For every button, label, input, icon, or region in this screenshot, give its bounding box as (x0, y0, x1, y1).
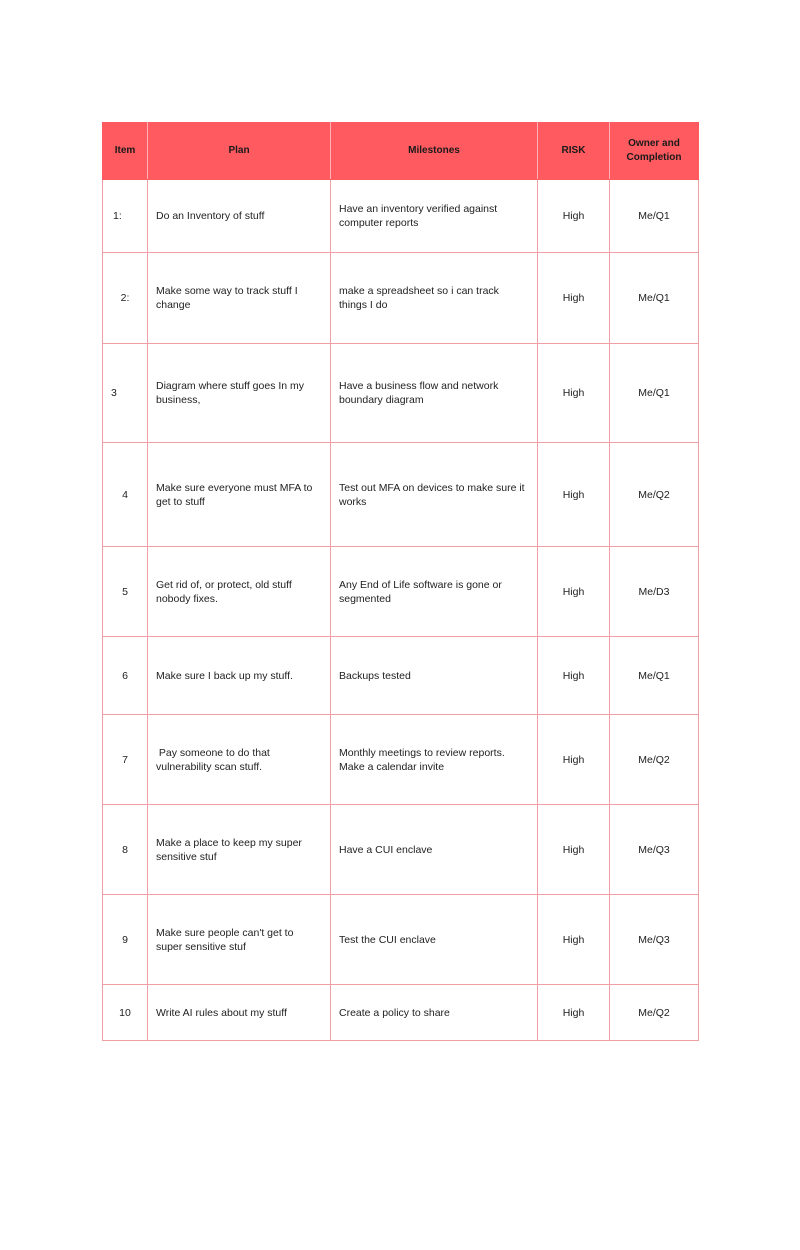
cell-item: 5 (103, 547, 148, 637)
cell-item: 6 (103, 637, 148, 715)
table-row (103, 895, 699, 985)
cell-plan: Make some way to track stuff I change (148, 253, 331, 344)
cell-milestone: Have an inventory verified against computer reports (331, 180, 538, 253)
header-row (103, 123, 699, 180)
cell-plan: Pay someone to do that vulnerability scan stuff. (148, 715, 331, 805)
header-plan: Plan (148, 123, 331, 180)
cell-owner: Me/Q2 (610, 715, 699, 805)
cell-milestone: Any End of Life software is gone or segmented (331, 547, 538, 637)
cell-item: 8 (103, 805, 148, 895)
cell-risk: High (538, 443, 610, 547)
cell-plan: Get rid of, or protect, old stuff nobody fixes. (148, 547, 331, 637)
cell-milestone: make a spreadsheet so i can track things I do (331, 253, 538, 344)
cell-item: 4 (103, 443, 148, 547)
cell-item: 7 (103, 715, 148, 805)
cell-milestone: Have a business flow and network boundary diagram (331, 344, 538, 443)
header-risk: RISK (538, 123, 610, 180)
cell-milestone: Backups tested (331, 637, 538, 715)
cell-owner: Me/Q1 (610, 637, 699, 715)
cell-owner: Me/D3 (610, 547, 699, 637)
cell-risk: High (538, 547, 610, 637)
cell-item: 1: (103, 180, 148, 253)
cell-plan: Make a place to keep my super sensitive stuf (148, 805, 331, 895)
cell-owner: Me/Q3 (610, 805, 699, 895)
table-row (103, 253, 699, 344)
table-row (103, 443, 699, 547)
plan-table (102, 122, 699, 1041)
cell-milestone: Test the CUI enclave (331, 895, 538, 985)
cell-plan: Write AI rules about my stuff (148, 985, 331, 1041)
cell-owner: Me/Q2 (610, 985, 699, 1041)
table-row (103, 637, 699, 715)
cell-risk: High (538, 344, 610, 443)
cell-risk: High (538, 180, 610, 253)
table-row (103, 180, 699, 253)
cell-plan: Make sure I back up my stuff. (148, 637, 331, 715)
cell-item: 2: (103, 253, 148, 344)
cell-plan: Do an Inventory of stuff (148, 180, 331, 253)
table-row (103, 805, 699, 895)
cell-risk: High (538, 985, 610, 1041)
cell-item: 9 (103, 895, 148, 985)
cell-plan: Make sure everyone must MFA to get to stuff (148, 443, 331, 547)
cell-risk: High (538, 805, 610, 895)
table-row (103, 344, 699, 443)
cell-owner: Me/Q1 (610, 344, 699, 443)
cell-milestone: Test out MFA on devices to make sure it works (331, 443, 538, 547)
cell-owner: Me/Q1 (610, 180, 699, 253)
cell-risk: High (538, 895, 610, 985)
cell-plan: Diagram where stuff goes In my business, (148, 344, 331, 443)
table-header (103, 123, 699, 180)
cell-risk: High (538, 253, 610, 344)
cell-owner: Me/Q1 (610, 253, 699, 344)
cell-item: 3 (103, 344, 148, 443)
cell-plan: Make sure people can't get to super sensitive stuf (148, 895, 331, 985)
header-item: Item (103, 123, 148, 180)
cell-milestone: Create a policy to share (331, 985, 538, 1041)
table-body (103, 180, 699, 1041)
cell-risk: High (538, 637, 610, 715)
cell-milestone: Monthly meetings to review reports. Make a calendar invite (331, 715, 538, 805)
table-row (103, 715, 699, 805)
header-milestones: Milestones (331, 123, 538, 180)
table-row (103, 985, 699, 1041)
cell-risk: High (538, 715, 610, 805)
cell-owner: Me/Q2 (610, 443, 699, 547)
header-owner: Owner and Completion (610, 123, 699, 180)
table-row (103, 547, 699, 637)
cell-milestone: Have a CUI enclave (331, 805, 538, 895)
cell-owner: Me/Q3 (610, 895, 699, 985)
cell-item: 10 (103, 985, 148, 1041)
